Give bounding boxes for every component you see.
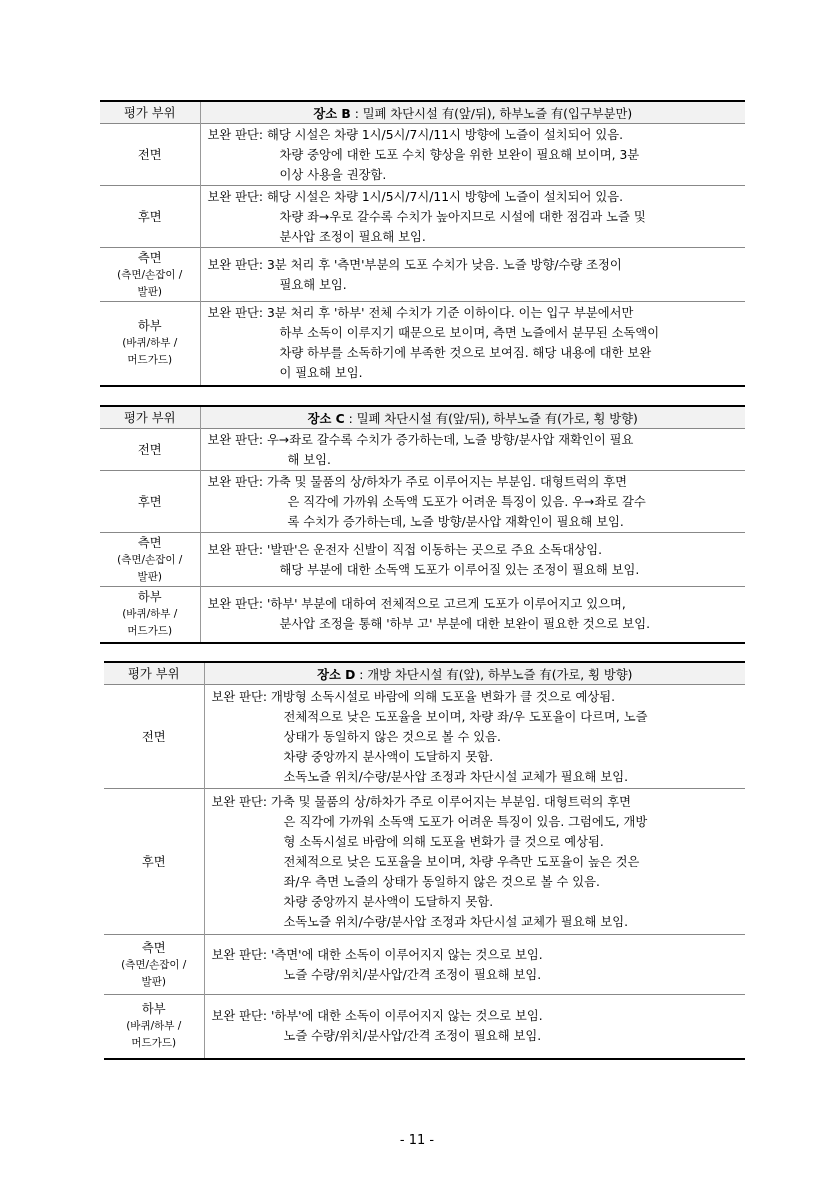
header-place-title: 장소 D : 개방 차단시설 有(앞), 하부노즐 有(가로, 횡 방향) xyxy=(204,662,745,685)
part-name: 하부 xyxy=(137,590,162,605)
judgement-line: 분사압 조정을 통해 '하부 고' 부분에 대한 보완이 필요한 것으로 보임. xyxy=(279,617,650,632)
table-row xyxy=(104,789,745,935)
judgement-line: 보완 판단: 가축 및 물품의 상/하차가 주로 이루어지는 부분임. 대형트럭의 후면 xyxy=(207,474,628,489)
table-row xyxy=(100,248,745,302)
table-row xyxy=(100,124,745,186)
judgement-line: 보완 판단: 해당 시설은 차량 1시/5시/7시/11시 방향에 노즐이 설치되어 있음. xyxy=(207,127,624,142)
judgement-line: 보완 판단: '하부' 부분에 대하여 전체적으로 고르게 도포가 이루어지고 있으며, xyxy=(207,597,626,612)
judgement-line: 은 직각에 가까워 소독액 도포가 어려운 특징이 있음. 우→좌로 갈수 xyxy=(287,494,646,509)
judgement-line: 차량 좌→우로 갈수록 수치가 높아지므로 시설에 대한 점검과 노즐 및 xyxy=(279,209,646,224)
judgement-line: 전체적으로 낮은 도포율을 보이며, 차량 좌/우 도포율이 다르며, 노즐 xyxy=(283,709,648,724)
judgement-line: 소독노즐 위치/수량/분사압 조정과 차단시설 교체가 필요해 보임. xyxy=(283,914,628,929)
part-name: 후면 xyxy=(141,854,166,869)
judgement-line: 보완 판단: 3분 처리 후 '하부' 전체 수치가 기준 이하이다. 이는 입구 부분에서만 xyxy=(207,306,634,321)
table-header-row xyxy=(100,406,745,429)
table-row xyxy=(100,533,745,587)
part-subtext: (측면/손잡이 /발판) xyxy=(117,268,183,298)
page-number: - 11 - xyxy=(399,1133,435,1148)
part-name: 전면 xyxy=(137,442,162,457)
judgement-line: 필요해 보임. xyxy=(279,277,347,292)
judgement-line: 이상 사용을 권장함. xyxy=(279,167,387,182)
table-row xyxy=(100,186,745,248)
part-name: 후면 xyxy=(137,209,162,224)
part-name: 측면 xyxy=(137,250,162,265)
part-subtext: (측면/손잡이 /발판) xyxy=(117,553,183,583)
part-name: 전면 xyxy=(141,729,166,744)
judgement-line: 차량 중앙까지 분사액이 도달하지 못함. xyxy=(283,894,494,909)
judgement-line: 소독노즐 위치/수량/분사압 조정과 차단시설 교체가 필요해 보임. xyxy=(283,769,628,784)
table-header-row xyxy=(100,101,745,124)
judgement-line: 차량 중앙에 대한 도포 수치 향상을 위한 보완이 필요해 보이며, 3분 xyxy=(279,147,640,162)
judgement-line: 은 직각에 가까워 소독액 도포가 어려운 특징이 있음. 그럼에도, 개방 xyxy=(283,814,648,829)
table-row xyxy=(100,302,745,386)
judgement-line: 전체적으로 낮은 도포율을 보이며, 차량 우측만 도포율이 높은 것은 xyxy=(283,854,640,869)
judgement-line: 형 소독시설로 바람에 의해 도포율 변화가 클 것으로 예상됨. xyxy=(283,834,604,849)
judgement-line: 보완 판단: 3분 처리 후 '측면'부분의 도포 수치가 낮음. 노즐 방향/수량 조정이 xyxy=(207,257,622,272)
judgement-line: 보완 판단: '측면'에 대한 소독이 이루어지지 않는 것으로 보임. xyxy=(211,947,543,962)
judgement-line: 해 보임. xyxy=(287,452,331,467)
table-row xyxy=(100,587,745,643)
table-row xyxy=(100,471,745,533)
table-row xyxy=(100,429,745,471)
table-row xyxy=(104,935,745,995)
judgement-line: 좌/우 측면 노즐의 상태가 동일하지 않은 것으로 볼 수 있음. xyxy=(283,874,600,889)
part-subtext: (바퀴/하부 /머드가드) xyxy=(126,1020,182,1050)
judgement-line: 록 수치가 증가하는데, 노즐 방향/분사압 재확인이 필요해 보임. xyxy=(287,514,624,529)
judgement-line: 보완 판단: 가축 및 물품의 상/하차가 주로 이루어지는 부분임. 대형트럭의 후면 xyxy=(211,794,632,809)
judgement-line: 차량 중앙까지 분사액이 도달하지 못함. xyxy=(283,749,494,764)
part-name: 측면 xyxy=(137,535,162,550)
judgement-line: 상태가 동일하지 않은 것으로 볼 수 있음. xyxy=(283,729,501,744)
judgement-line: 이 필요해 보임. xyxy=(279,366,363,381)
judgement-line: 노즐 수량/위치/분사압/간격 조정이 필요해 보임. xyxy=(283,1029,542,1044)
judgement-line: 보완 판단: '하부'에 대한 소독이 이루어지지 않는 것으로 보임. xyxy=(211,1009,543,1024)
judgement-line: 노즐 수량/위치/분사압/간격 조정이 필요해 보임. xyxy=(283,967,542,982)
evaluation-table-d xyxy=(104,661,745,1060)
judgement-line: 보완 판단: 개방형 소독시설로 바람에 의해 도포율 변화가 클 것으로 예상됨. xyxy=(211,689,616,704)
table-row xyxy=(104,685,745,789)
header-label: 평가 부위 xyxy=(100,101,200,124)
part-name: 전면 xyxy=(137,147,162,162)
judgement-line: 보완 판단: '발판'은 운전자 신발이 직접 이동하는 곳으로 주요 소독대상임. xyxy=(207,542,602,557)
judgement-line: 차량 하부를 소독하기에 부족한 것으로 보여짐. 해당 내용에 대한 보완 xyxy=(279,346,652,361)
judgement-line: 보완 판단: 우→좌로 갈수록 수치가 증가하는데, 노즐 방향/분사압 재확인이 필요 xyxy=(207,432,634,447)
judgement-line: 분사압 조정이 필요해 보임. xyxy=(279,229,426,244)
table-row xyxy=(104,995,745,1059)
part-name: 후면 xyxy=(137,494,162,509)
part-subtext: (바퀴/하부 /머드가드) xyxy=(122,337,178,367)
judgement-line: 해당 부분에 대한 소독액 도포가 이루어질 있는 조정이 필요해 보임. xyxy=(279,562,640,577)
evaluation-table-c xyxy=(100,405,745,644)
header-place-title: 장소 B : 밀폐 차단시설 有(앞/뒤), 하부노즐 有(입구부분만) xyxy=(200,101,745,124)
judgement-line: 보완 판단: 해당 시설은 차량 1시/5시/7시/11시 방향에 노즐이 설치되어 있음. xyxy=(207,189,624,204)
evaluation-table-b xyxy=(100,100,745,387)
header-label: 평가 부위 xyxy=(104,662,204,685)
judgement-line: 하부 소독이 이루지기 때문으로 보이며, 측면 노즐에서 분무된 소독액이 xyxy=(279,326,660,341)
part-name: 하부 xyxy=(141,1002,166,1017)
table-header-row xyxy=(104,662,745,685)
part-subtext: (바퀴/하부 /머드가드) xyxy=(122,608,178,638)
part-subtext: (측면/손잡이 /발판) xyxy=(121,958,187,988)
part-name: 하부 xyxy=(137,319,162,334)
part-name: 측면 xyxy=(141,940,166,955)
header-label: 평가 부위 xyxy=(100,406,200,429)
header-place-title: 장소 C : 밀폐 차단시설 有(앞/뒤), 하부노즐 有(가로, 횡 방향) xyxy=(200,406,745,429)
